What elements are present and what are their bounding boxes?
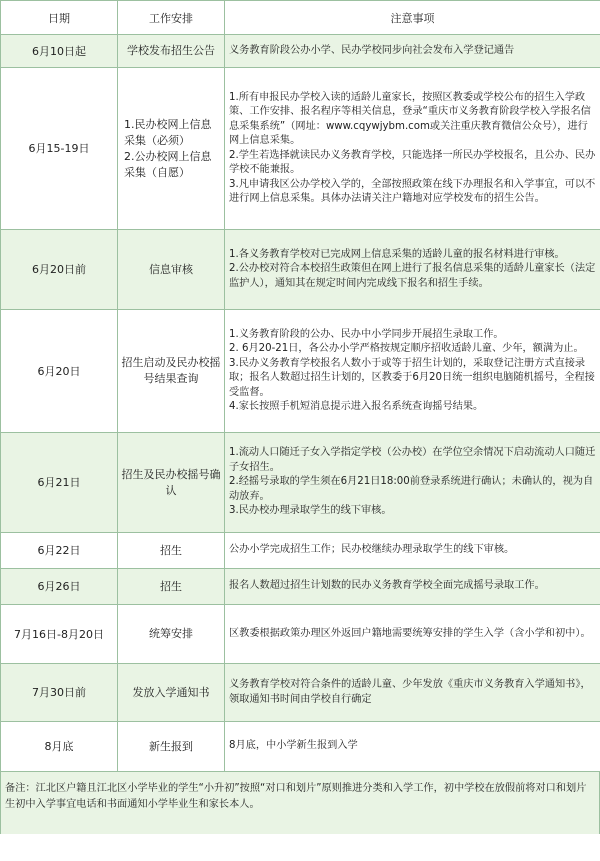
row-task: 学校发布招生公告 — [118, 35, 225, 68]
row-task: 1.民办校网上信息采集（必须） 2.公办校网上信息采集（自愿） — [118, 68, 225, 230]
row-date: 6月21日 — [1, 433, 118, 533]
table-row — [1, 722, 600, 772]
row-task: 新生报到 — [118, 722, 225, 772]
table-row — [1, 664, 600, 722]
row-date: 6月20日前 — [1, 230, 118, 310]
row-notes: 义务教育学校对符合条件的适龄儿童、少年发放《重庆市义务教育入学通知书》，领取通知书时间由学校自行确定 — [225, 664, 600, 722]
table-row — [1, 433, 600, 533]
table-row — [1, 533, 600, 569]
row-date: 7月16日-8月20日 — [1, 605, 118, 664]
row-task: 招生及民办校摇号确认 — [118, 433, 225, 533]
row-notes: 公办小学完成招生工作；民办校继续办理录取学生的线下审核。 — [225, 533, 600, 569]
row-date: 6月22日 — [1, 533, 118, 569]
row-date: 6月10日起 — [1, 35, 118, 68]
header-date: 日期 — [1, 1, 118, 35]
row-notes: 1.各义务教育学校对已完成网上信息采集的适龄儿童的报名材料进行审核。 2.公办校对符合本校招生政策但在网上进行了报名信息采集的适龄儿童家长（法定监护人），通知其在规定时间内完成线下报名和招生手续。 — [225, 230, 600, 310]
row-notes: 1.义务教育阶段的公办、民办中小学同步开展招生录取工作。 2. 6月20-21日，各公办小学严格按规定顺序招收适龄儿童、少年，额满为止。 3.民办义务教育学校报名人数小于或等于招生计划的，采取登记注册方式直接录取；报名人数超过招生计划的，区教委于6月20日统一组织电脑随机摇号，全程接受监督。 4.家长按照手机短消息提示进入报名系统查询摇号结果。 — [225, 310, 600, 433]
table-row — [1, 68, 600, 230]
row-date: 6月15-19日 — [1, 68, 118, 230]
table-row — [1, 605, 600, 664]
row-notes: 区教委根据政策办理区外返回户籍地需要统筹安排的学生入学（含小学和初中）。 — [225, 605, 600, 664]
row-date: 8月底 — [1, 722, 118, 772]
row-task: 发放入学通知书 — [118, 664, 225, 722]
row-notes: 1.流动人口随迁子女入学指定学校（公办校）在学位空余情况下启动流动人口随迁子女招生。 2.经摇号录取的学生须在6月21日18:00前登录系统进行确认；未确认的，视为自动放弃。 3.民办校办理录取学生的线下审核。 — [225, 433, 600, 533]
row-task: 招生 — [118, 533, 225, 569]
row-notes: 8月底，中小学新生报到入学 — [225, 722, 600, 772]
row-task: 统筹安排 — [118, 605, 225, 664]
row-notes: 1.所有申报民办学校入读的适龄儿童家长，按照区教委或学校公布的招生入学政策、工作安排、报名程序等相关信息，登录“重庆市义务教育阶段学校入学报名信息采集系统”（网址：www.cqywjybm.com或关注重庆教育微信公众号），进行网上信息采集。 2.学生若选择就读民办义务教育学校，只能选择一所民办学校报名，且公办、民办学校不能兼报。 3.凡申请我区公办学校入学的，全部按照政策在线下办理报名和入学事宜，可以不进行网上信息采集。具体办法请关注户籍地对应学校发布的招生公告。 — [225, 68, 600, 230]
table-row — [1, 310, 600, 433]
row-date: 6月20日 — [1, 310, 118, 433]
footer-note: 备注：江北区户籍且江北区小学毕业的学生“小升初”按照“对口和划片”原则推进分类和入学工作，初中学校在放假前将对口和划片生初中入学事宜电话和书面通知小学毕业生和家长本人。 — [0, 772, 600, 834]
row-notes: 报名人数超过招生计划数的民办义务教育学校全面完成摇号录取工作。 — [225, 569, 600, 605]
row-task: 招生 — [118, 569, 225, 605]
header-task: 工作安排 — [118, 1, 225, 35]
row-date: 7月30日前 — [1, 664, 118, 722]
row-task: 招生启动及民办校摇号结果查询 — [118, 310, 225, 433]
table-row — [1, 230, 600, 310]
row-date: 6月26日 — [1, 569, 118, 605]
row-task: 信息审核 — [118, 230, 225, 310]
table-row — [1, 569, 600, 605]
header-note: 注意事项 — [225, 1, 600, 35]
table-row — [1, 35, 600, 68]
row-notes: 义务教育阶段公办小学、民办学校同步向社会发布入学登记通告 — [225, 35, 600, 68]
